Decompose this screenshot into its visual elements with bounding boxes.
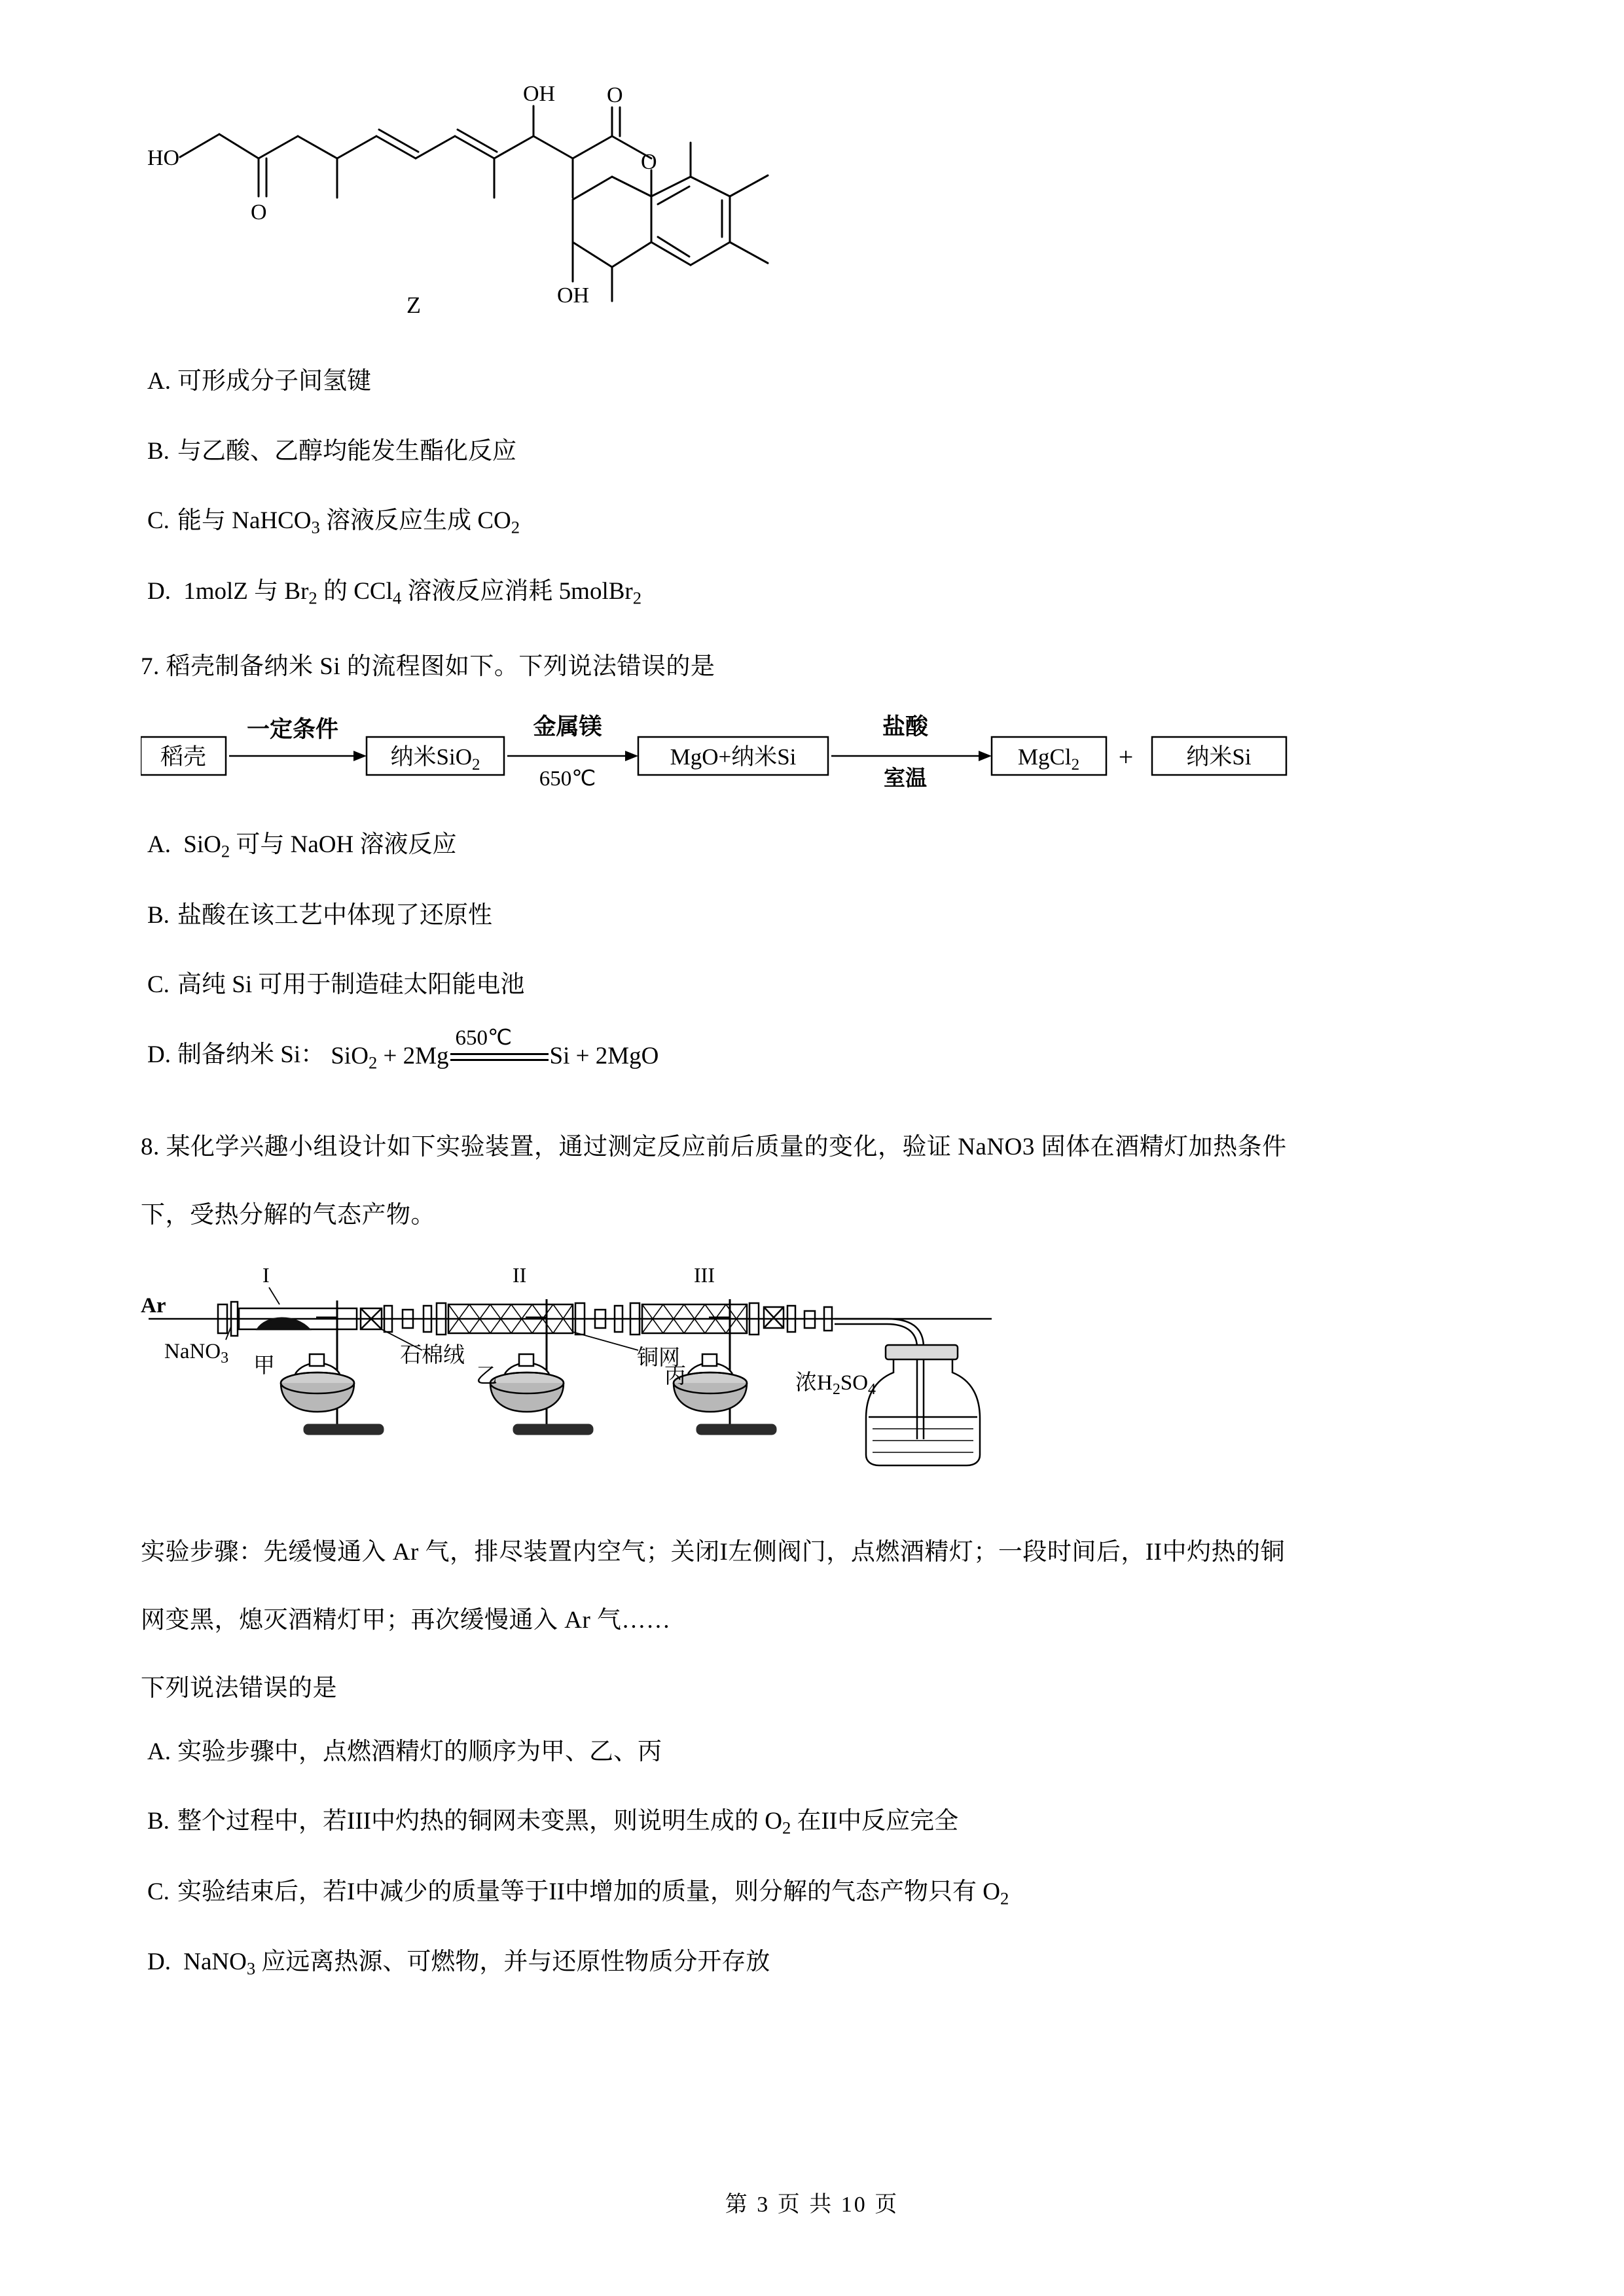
page-footer: 第 3 页 共 10 页 (725, 2193, 899, 2217)
q6-option-d (141, 570, 1489, 614)
q7-option-d-text: 制备纳米 Si： (177, 1041, 325, 1068)
q6-option-c-text: 能与 NaHCO$_3$ 溶液反应生成 $CO_2$ (177, 507, 520, 537)
q6-option-c-label: C. (147, 507, 170, 535)
q7-stem: 7. 稻壳制备纳米 Si 的流程图如下。下列说法错误的是 (141, 653, 715, 680)
q7-option-d-label: D. (147, 1041, 171, 1068)
q6-option-d-text: 1molZ 与 $Br_2$ 的 CCl$_4$ 溶液反应消耗 5molBr$_2$ (177, 577, 642, 608)
q7-option-a-text: SiO$_2$ 可与 NaOH 溶液反应 (177, 831, 457, 861)
svg-text:O: O (607, 85, 623, 107)
svg-text:MgCl2: MgCl$_2$ (1017, 744, 1080, 774)
q8-option-b-label: B. (147, 1808, 170, 1835)
q6-option-b (141, 430, 1489, 474)
q8-option-d-text: NaNO$_3$ 应远离热源、可燃物，并与还原性物质分开存放 (177, 1948, 770, 1979)
q8-steps-line1: 实验步骤：先缓慢通入 Ar 气，排尽装置内空气；关闭I左侧阀门，点燃酒精灯；一段时间后，II中灼热的铜 (141, 1538, 1286, 1566)
q7-option-b-text: 盐酸在该工艺中体现了还原性 (177, 901, 492, 929)
q7-option-b-label: B. (147, 901, 170, 929)
q6-option-a-label: A. (147, 368, 171, 395)
q8-apparatus-diagram (141, 1261, 1489, 1503)
q7-option-d (141, 1026, 1489, 1079)
molecular-structure-diagram (141, 85, 1489, 347)
svg-text:III: III (694, 1263, 715, 1287)
svg-text:+: + (1118, 742, 1134, 772)
q7-option-a-label: A. (147, 831, 171, 859)
svg-text:NaNO3: NaNO$_3$ (164, 1339, 229, 1367)
svg-text:纳米SiO2: 纳米SiO$_2$ (390, 744, 480, 774)
q8-option-c-text: 实验结束后，若I中减少的质量等于II中增加的质量，则分解的气态产物只有 $O_2$ (177, 1878, 1009, 1909)
q8-option-a (141, 1731, 1489, 1774)
q8-stem-line1: 8. 某化学兴趣小组设计如下实验装置，通过测定反应前后质量的变化，验证 NaNO3 固体在酒精灯加热条件 (141, 1134, 1287, 1161)
svg-text:HO: HO (147, 146, 180, 170)
svg-text:稻壳: 稻壳 (160, 744, 207, 770)
svg-text:室温: 室温 (884, 767, 927, 791)
q8-steps-line2: 网变黑，熄灭酒精灯甲；再次缓慢通入 Ar 气…… (141, 1607, 671, 1634)
svg-text:OH: OH (557, 283, 590, 308)
svg-text:铜网: 铜网 (637, 1346, 680, 1370)
svg-text:O: O (641, 150, 657, 174)
q8-option-c (141, 1871, 1489, 1914)
svg-text:纳米Si: 纳米Si (1186, 744, 1252, 770)
q8-option-a-label: A. (147, 1738, 171, 1765)
q6-option-c (141, 499, 1489, 543)
svg-text:II: II (513, 1263, 527, 1287)
reaction-arrow-icon (450, 1026, 549, 1062)
q6-option-a-text: 可形成分子间氢键 (177, 368, 371, 395)
q8-option-c-label: C. (147, 1878, 170, 1905)
svg-text:一定条件: 一定条件 (246, 717, 339, 743)
q8-stem-line2: 下，受热分解的气态产物。 (141, 1202, 435, 1229)
q7-option-c (141, 963, 1489, 1007)
q6-option-a (141, 360, 1489, 404)
q8-option-d (141, 1941, 1489, 1984)
q7-option-b (141, 894, 1489, 938)
svg-text:MgO+纳米Si: MgO+纳米Si (670, 744, 797, 770)
q7-option-a (141, 823, 1489, 867)
q7-equation (331, 1026, 659, 1079)
q6-option-b-text: 与乙酸、乙醇均能发生酯化反应 (177, 437, 516, 465)
q7-option-c-text: 高纯 Si 可用于制造硅太阳能电池 (177, 971, 525, 999)
svg-text:650℃: 650℃ (539, 767, 596, 791)
svg-text:OH: OH (523, 85, 556, 106)
svg-text:O: O (251, 200, 267, 224)
q8-option-b-text: 整个过程中，若III中灼热的铜网未变黑，则说明生成的 $O_2$ 在II中反应完全 (177, 1808, 959, 1838)
q8-option-a-text: 实验步骤中，点燃酒精灯的顺序为甲、乙、丙 (177, 1738, 662, 1765)
svg-text:Ar: Ar (141, 1293, 166, 1318)
svg-text:浓H2SO4: 浓$H_2SO_4$ (795, 1371, 876, 1398)
q7-equation-condition: 650℃ (455, 1026, 513, 1050)
q7-equation-left: SiO$_2$ + 2Mg (331, 1042, 449, 1073)
q6-option-b-label: B. (147, 437, 170, 465)
svg-text:I: I (262, 1263, 270, 1287)
svg-text:金属镁: 金属镁 (533, 714, 602, 740)
q8-option-b (141, 1800, 1489, 1844)
q7-equation-right: Si + 2MgO (549, 1042, 659, 1069)
page-content (141, 85, 1489, 2011)
svg-text:乙: 乙 (476, 1364, 497, 1388)
svg-text:丙: 丙 (664, 1364, 686, 1388)
q7-option-c-label: C. (147, 971, 170, 999)
svg-text:Z: Z (406, 292, 421, 318)
q7-flow-chart (141, 712, 1489, 797)
svg-text:甲: 甲 (253, 1354, 275, 1378)
svg-text:盐酸: 盐酸 (882, 714, 929, 740)
q8-prompt: 下列说法错误的是 (141, 1675, 337, 1702)
svg-text:石棉绒: 石棉绒 (400, 1343, 465, 1367)
q6-option-d-label: D. (147, 577, 171, 605)
q8-option-d-label: D. (147, 1948, 171, 1975)
